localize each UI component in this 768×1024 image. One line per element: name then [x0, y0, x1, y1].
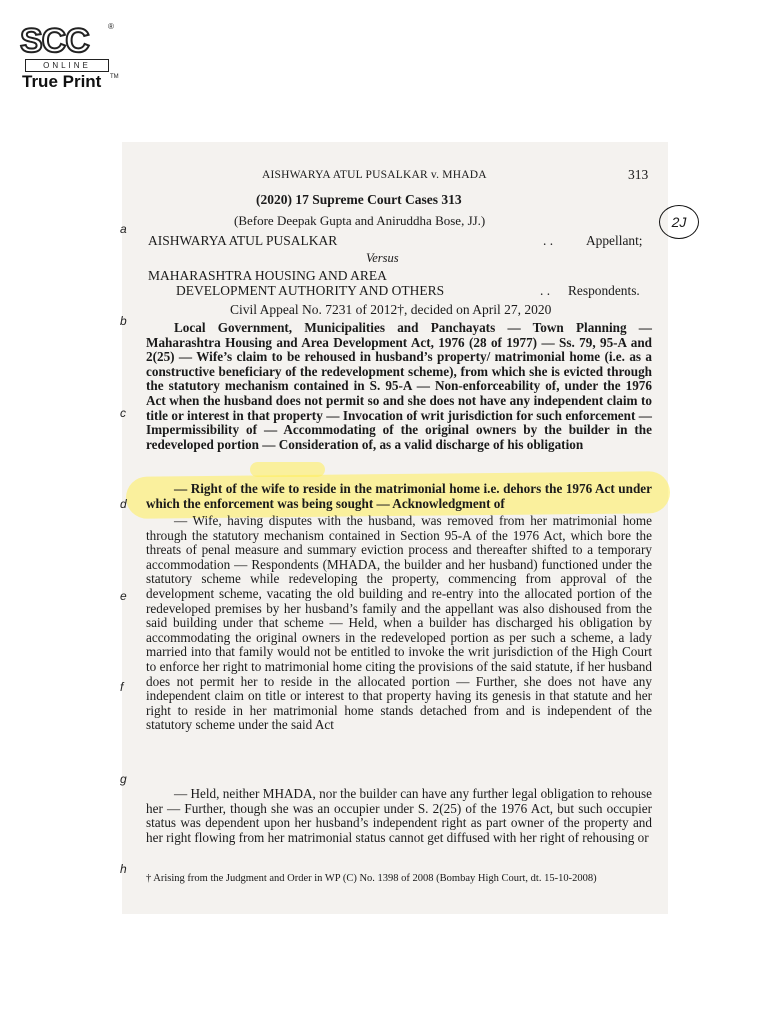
appellant-name: AISHWARYA ATUL PUSALKAR [148, 233, 338, 248]
margin-letter-h: h [120, 862, 127, 876]
appellant-label: Appellant; [586, 233, 643, 248]
right-of-wife-text: — Right of the wife to reside in the matrimonial home i.e. dehors the 1976 Act under which the enforcement was being sought — Acknowledgment of [146, 481, 652, 511]
bench: (Before Deepak Gupta and Aniruddha Bose, JJ.) [234, 213, 486, 228]
margin-letter-g: g [120, 772, 127, 786]
logo-registered-mark: ® [108, 22, 114, 31]
respondent-name-line2: DEVELOPMENT AUTHORITY AND OTHERS [176, 283, 445, 298]
versus: Versus [366, 251, 399, 265]
logo-online-text: ONLINE [25, 59, 109, 72]
logo-trademark: TM [110, 74, 119, 80]
margin-letter-e: e [120, 589, 127, 603]
held-text: — Held, neither MHADA, nor the builder can have any further legal obligation to rehouse her — Further, though she was an occupier under S. 2(25) of the 1976 Act, but such occupier status was dependent upon her husband’s independent right as part owner of the property and her right flowing from her matrimonial status cannot get diffused with her right of rehousing or [146, 786, 652, 845]
appeal-line: Civil Appeal No. 7231 of 2012†, decided on April 27, 2020 [230, 302, 552, 317]
respondent-dots: . . [540, 283, 551, 298]
margin-letter-f: f [120, 680, 124, 694]
respondent-label: Respondents. [568, 283, 640, 298]
appellant-dots: . . [543, 233, 554, 248]
headnote-paragraph [146, 321, 652, 452]
highlighter-mark-obligation [250, 462, 325, 477]
case-citation: (2020) 17 Supreme Court Cases 313 [256, 192, 462, 207]
page-number: 313 [628, 167, 649, 182]
respondent-name-line1: MAHARASHTRA HOUSING AND AREA [148, 268, 387, 283]
held-paragraph [146, 787, 652, 845]
margin-letter-c: c [120, 406, 126, 420]
margin-letter-b: b [120, 314, 127, 328]
margin-letter-d: d [120, 497, 127, 511]
footnote: † Arising from the Judgment and Order in WP (C) No. 1398 of 2008 (Bombay High Court, dt. 15-10-2008) [146, 873, 597, 884]
facts-paragraph [146, 514, 652, 733]
margin-letter-a: a [120, 222, 127, 236]
right-of-wife-paragraph [146, 482, 652, 511]
headnote-text: Local Government, Municipalities and Panchayats — Town Planning — Maharashtra Housing and Area Development Act, 1976 (28 of 1977) — Ss. 79, 95-A and 2(25) — Wife’s claim to be rehoused in husband’s property/ matrimonial home (i.e. as a constructive beneficiary of the redevelopment scheme), from which she is evicted through the statutory mechanism contained in S. 95-A — Non-enforceability of, under the 1976 Act when the husband does not permit so and she does not have any independent claim to title or interest in that property — Invocation of writ jurisdiction for such enforcement — Impermissibility of — Accommodating of the original owners by the builder in the redeveloped portion — Consideration of, as a valid discharge of his obligation [146, 320, 652, 452]
facts-text: — Wife, having disputes with the husband, was removed from her matrimonial home through the statutory mechanism contained in Section 95-A of the 1976 Act, which bore the threats of penal measure and summary eviction process and thereafter shifted to a temporary accommodation — Respondents (MHADA, the builder and her husband) functioned under the statutory scheme while redeveloping the property, commencing from approval of the development scheme, vacating the old building and re-entry into the allocated portion of the redeveloped premises by her husband’s family and the appellant was also dishoused from the said building under that scheme — Held, when a builder has discharged his obligation by accommodating the original owners in the redeveloped portion as per such a scheme, a lady married into that family would not be entitled to invoke the writ jurisdiction of the High Court to enforce her right to matrimonial home citing the provisions of the said statute, if her husband does not permit her to reside in the allocated portion — Further, she does not have any independent claim on title or interest to that property having its genesis in that statute and her right to reside in her matrimonial home stands detached from and is independent of the statutory scheme under the said Act [146, 513, 652, 733]
running-head: AISHWARYA ATUL PUSALKAR v. MHADA [262, 169, 487, 181]
scc-online-logo [18, 22, 118, 92]
handwritten-annotation-2j: 2J [659, 205, 699, 239]
logo-true-print-text: True Print [22, 72, 102, 91]
logo-scc-text: SCC [20, 22, 89, 60]
